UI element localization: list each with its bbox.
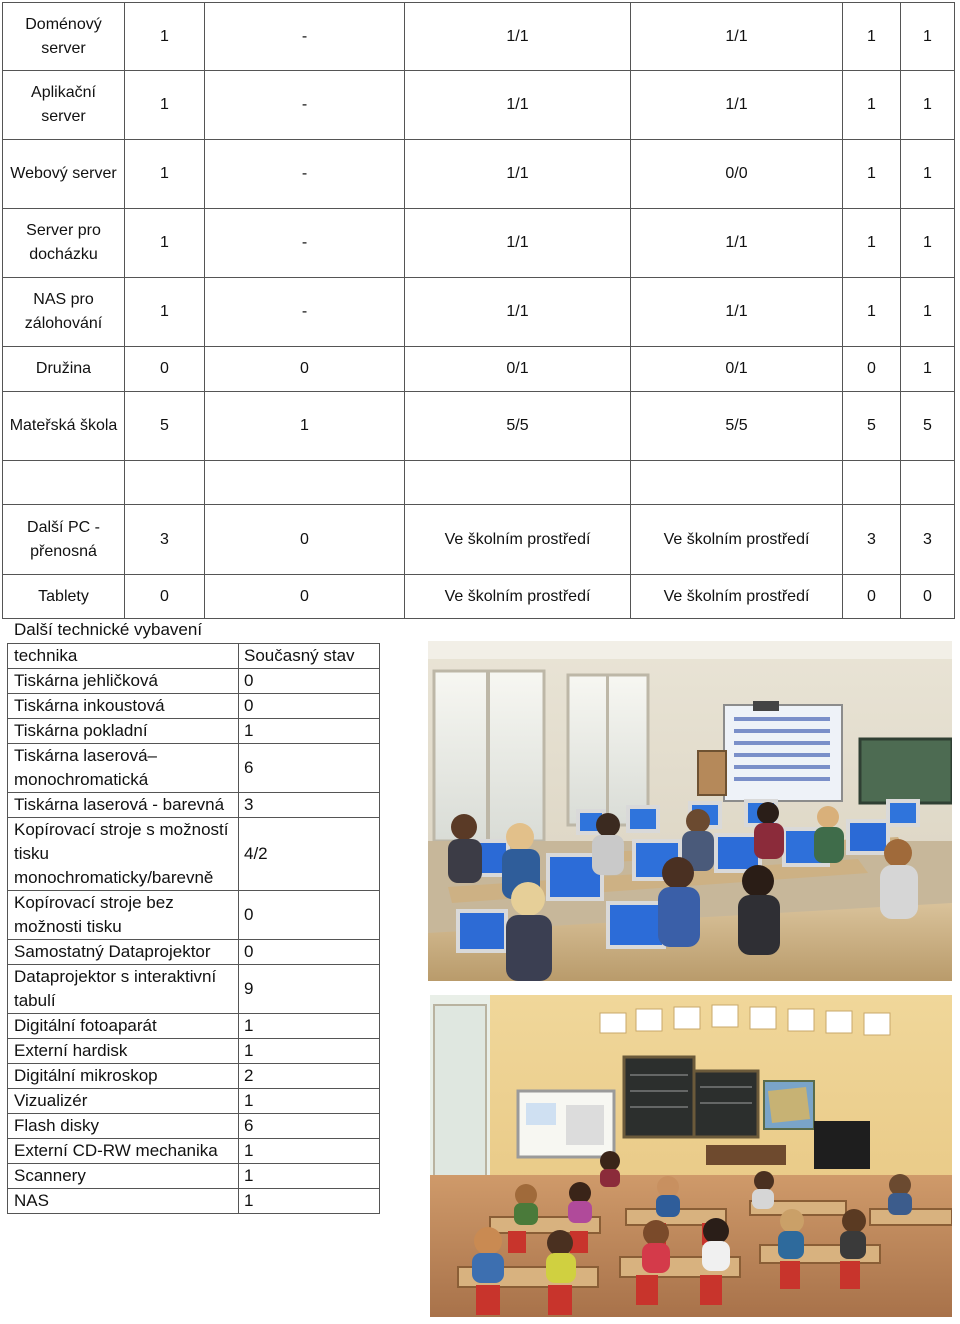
value-cell: 0: [901, 575, 955, 619]
tech-header-value: Současný stav: [239, 644, 380, 669]
tech-item-value: 4/2: [239, 818, 380, 891]
tech-item-name: Tiskárna pokladní: [8, 719, 239, 744]
tech-row: [8, 940, 380, 965]
tech-row: [8, 1189, 380, 1214]
tech-item-value: 6: [239, 1114, 380, 1139]
value-cell: 1/1: [631, 209, 843, 278]
value-cell: 1/1: [405, 3, 631, 71]
value-cell: 1/1: [405, 140, 631, 209]
value-cell: 1: [843, 140, 901, 209]
tech-item-name: Tiskárna inkoustová: [8, 694, 239, 719]
value-cell: [843, 461, 901, 505]
top-table-row: [3, 140, 955, 209]
tech-item-name: Digitální mikroskop: [8, 1064, 239, 1089]
value-cell: 1: [843, 3, 901, 71]
top-table-row: [3, 505, 955, 575]
tech-row: [8, 1114, 380, 1139]
tech-header-name: technika: [8, 644, 239, 669]
value-cell: 5/5: [405, 392, 631, 461]
value-cell: 1/1: [631, 71, 843, 140]
tech-item-value: 0: [239, 940, 380, 965]
value-cell: Ve školním prostředí: [405, 575, 631, 619]
top-table-row: [3, 278, 955, 347]
value-cell: 0/1: [405, 347, 631, 392]
row-label-cell: Server pro docházku: [3, 209, 125, 278]
value-cell: 0: [125, 575, 205, 619]
value-cell: 0/1: [631, 347, 843, 392]
tech-item-value: 1: [239, 1189, 380, 1214]
value-cell: 1: [901, 140, 955, 209]
tech-row: [8, 669, 380, 694]
value-cell: 1/1: [631, 278, 843, 347]
value-cell: -: [205, 209, 405, 278]
value-cell: 1: [125, 71, 205, 140]
value-cell: Ve školním prostředí: [405, 505, 631, 575]
tech-item-name: Scannery: [8, 1164, 239, 1189]
value-cell: 0: [843, 347, 901, 392]
tech-equipment-table: [7, 643, 380, 1214]
top-table-row: [3, 3, 955, 71]
row-label-cell: NAS pro zálohování: [3, 278, 125, 347]
tech-item-name: Kopírovací stroje bez možnosti tisku: [8, 891, 239, 940]
value-cell: 1/1: [405, 71, 631, 140]
top-table-row: [3, 461, 955, 505]
tech-item-name: Digitální fotoaparát: [8, 1014, 239, 1039]
tech-item-name: NAS: [8, 1189, 239, 1214]
value-cell: 3: [843, 505, 901, 575]
value-cell: 1: [901, 278, 955, 347]
tech-item-value: 0: [239, 891, 380, 940]
value-cell: 1/1: [631, 3, 843, 71]
value-cell: 1: [843, 71, 901, 140]
tech-item-name: Externí CD-RW mechanika: [8, 1139, 239, 1164]
tech-row: [8, 694, 380, 719]
tech-item-name: Tiskárna jehličková: [8, 669, 239, 694]
tech-item-value: 9: [239, 965, 380, 1014]
tech-item-name: Flash disky: [8, 1114, 239, 1139]
row-label-cell: Mateřská škola: [3, 392, 125, 461]
tech-item-name: Dataprojektor s interaktivní tabulí: [8, 965, 239, 1014]
value-cell: 1: [843, 209, 901, 278]
value-cell: 1: [125, 209, 205, 278]
value-cell: 1: [205, 392, 405, 461]
row-label-cell: Webový server: [3, 140, 125, 209]
tech-item-name: Vizualizér: [8, 1089, 239, 1114]
top-table-row: [3, 209, 955, 278]
tech-item-value: 1: [239, 719, 380, 744]
value-cell: 3: [901, 505, 955, 575]
tech-row: [8, 719, 380, 744]
value-cell: -: [205, 71, 405, 140]
tech-item-value: 6: [239, 744, 380, 793]
value-cell: [901, 461, 955, 505]
value-cell: [631, 461, 843, 505]
value-cell: [205, 461, 405, 505]
tech-item-value: 1: [239, 1164, 380, 1189]
tech-row: [8, 1064, 380, 1089]
tech-header-row: [8, 644, 380, 669]
value-cell: 1: [125, 3, 205, 71]
value-cell: [125, 461, 205, 505]
value-cell: 1: [125, 140, 205, 209]
value-cell: 1: [901, 209, 955, 278]
tech-row: [8, 1164, 380, 1189]
tech-row: [8, 891, 380, 940]
tech-row: [8, 1039, 380, 1064]
value-cell: 0: [205, 347, 405, 392]
value-cell: 3: [125, 505, 205, 575]
tech-row: [8, 965, 380, 1014]
tech-item-value: 0: [239, 694, 380, 719]
tech-row: [8, 793, 380, 818]
top-table-row: [3, 575, 955, 619]
value-cell: 1: [901, 71, 955, 140]
value-cell: 0: [205, 575, 405, 619]
row-label-cell: Tablety: [3, 575, 125, 619]
tech-item-value: 0: [239, 669, 380, 694]
row-label-cell: Aplikační server: [3, 71, 125, 140]
top-table-row: [3, 392, 955, 461]
value-cell: 0: [205, 505, 405, 575]
value-cell: 0/0: [631, 140, 843, 209]
value-cell: 1: [843, 278, 901, 347]
tech-row: [8, 818, 380, 891]
tech-item-value: 1: [239, 1039, 380, 1064]
value-cell: 5/5: [631, 392, 843, 461]
value-cell: -: [205, 278, 405, 347]
row-label-cell: Doménový server: [3, 3, 125, 71]
tech-item-value: 1: [239, 1139, 380, 1164]
value-cell: -: [205, 140, 405, 209]
value-cell: 0: [125, 347, 205, 392]
tech-item-name: Externí hardisk: [8, 1039, 239, 1064]
tech-item-name: Tiskárna laserová– monochromatická: [8, 744, 239, 793]
value-cell: 5: [125, 392, 205, 461]
tech-item-value: 1: [239, 1089, 380, 1114]
hardware-table: [2, 2, 955, 619]
value-cell: 0: [843, 575, 901, 619]
tech-item-value: 1: [239, 1014, 380, 1039]
value-cell: Ve školním prostředí: [631, 505, 843, 575]
row-label-cell: Družina: [3, 347, 125, 392]
top-table-row: [3, 347, 955, 392]
row-label-cell: Další PC - přenosná: [3, 505, 125, 575]
value-cell: [405, 461, 631, 505]
tech-row: [8, 1014, 380, 1039]
value-cell: -: [205, 3, 405, 71]
value-cell: 1: [125, 278, 205, 347]
tech-item-value: 2: [239, 1064, 380, 1089]
tech-item-name: Samostatný Dataprojektor: [8, 940, 239, 965]
row-label-cell: [3, 461, 125, 505]
tech-row: [8, 1139, 380, 1164]
value-cell: 5: [901, 392, 955, 461]
tech-item-name: Tiskárna laserová - barevná: [8, 793, 239, 818]
value-cell: 1: [901, 347, 955, 392]
value-cell: Ve školním prostředí: [631, 575, 843, 619]
tech-table-caption: Další technické vybavení: [14, 620, 203, 639]
value-cell: 1/1: [405, 209, 631, 278]
primary-classroom-photo: [430, 995, 952, 1317]
top-table-row: [3, 71, 955, 140]
computer-classroom-photo: [428, 641, 952, 981]
tech-item-value: 3: [239, 793, 380, 818]
value-cell: 1: [901, 3, 955, 71]
value-cell: 5: [843, 392, 901, 461]
value-cell: 1/1: [405, 278, 631, 347]
tech-row: [8, 744, 380, 793]
tech-item-name: Kopírovací stroje s možností tisku monochromaticky/barevně: [8, 818, 239, 891]
tech-row: [8, 1089, 380, 1114]
